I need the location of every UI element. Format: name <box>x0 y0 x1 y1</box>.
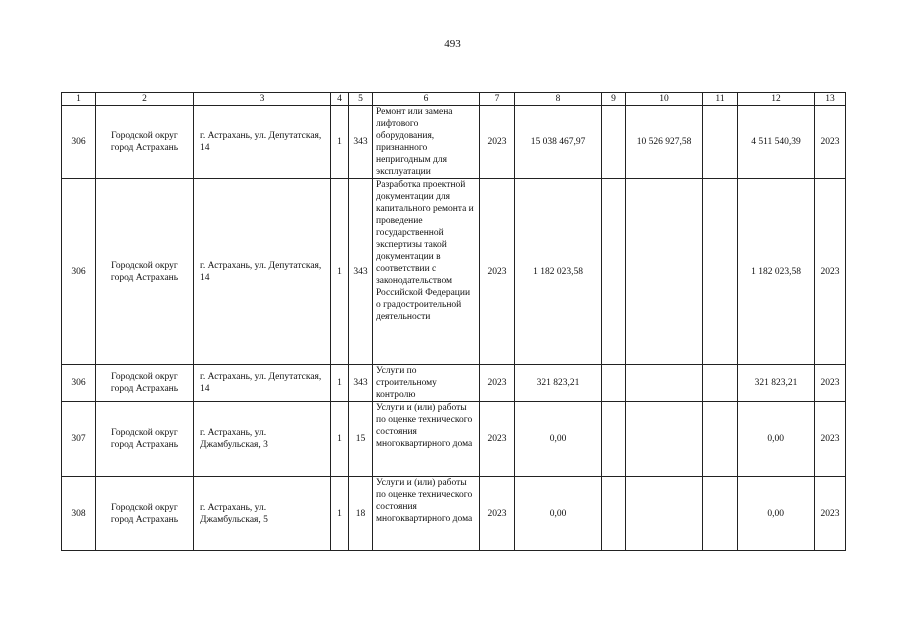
col5-cell: 18 <box>349 477 373 551</box>
col9-cell <box>602 402 626 477</box>
col-header: 2 <box>96 93 194 106</box>
work-type-cell: Ремонт или замена лифтового оборудования, признанного непригодным для эксплуатации <box>373 106 480 179</box>
address-cell: г. Астрахань, ул. Депутатская, 14 <box>194 106 331 179</box>
total-cost-cell: 0,00 <box>515 402 602 477</box>
row-number: 306 <box>62 106 96 179</box>
end-year-cell: 2023 <box>815 477 846 551</box>
table-row <box>62 106 846 179</box>
col11-cell <box>703 365 738 402</box>
col10-cell <box>626 477 703 551</box>
col5-cell: 343 <box>349 179 373 365</box>
work-type-cell: Услуги по строительному контролю <box>373 365 480 402</box>
end-year-cell: 2023 <box>815 402 846 477</box>
col5-cell: 343 <box>349 365 373 402</box>
col11-cell <box>703 179 738 365</box>
year-cell: 2023 <box>480 477 515 551</box>
col10-cell: 10 526 927,58 <box>626 106 703 179</box>
row-number: 308 <box>62 477 96 551</box>
col11-cell <box>703 106 738 179</box>
col-header: 9 <box>602 93 626 106</box>
end-year-cell: 2023 <box>815 365 846 402</box>
end-year-cell: 2023 <box>815 179 846 365</box>
col-header: 7 <box>480 93 515 106</box>
municipality-cell: Городской округ город Астрахань <box>96 106 194 179</box>
col4-cell: 1 <box>331 106 349 179</box>
col10-cell <box>626 402 703 477</box>
municipality-cell: Городской округ город Астрахань <box>96 477 194 551</box>
year-cell: 2023 <box>480 402 515 477</box>
col9-cell <box>602 365 626 402</box>
col10-cell <box>626 365 703 402</box>
col12-cell: 1 182 023,58 <box>738 179 815 365</box>
table-row <box>62 477 846 551</box>
address-cell: г. Астрахань, ул. Депутатская, 14 <box>194 365 331 402</box>
municipality-cell: Городской округ город Астрахань <box>96 179 194 365</box>
col-header: 12 <box>738 93 815 106</box>
col9-cell <box>602 477 626 551</box>
col4-cell: 1 <box>331 477 349 551</box>
total-cost-cell: 0,00 <box>515 477 602 551</box>
col5-cell: 15 <box>349 402 373 477</box>
work-type-cell: Разработка проектной документации для капитального ремонта и проведение государственной экспертизы такой документации в соответствии с законодательством Российской Федерации о градостроительной деятельности <box>373 179 480 365</box>
col-header: 10 <box>626 93 703 106</box>
year-cell: 2023 <box>480 106 515 179</box>
col4-cell: 1 <box>331 365 349 402</box>
col4-cell: 1 <box>331 179 349 365</box>
total-cost-cell: 1 182 023,58 <box>515 179 602 365</box>
col5-cell: 343 <box>349 106 373 179</box>
row-number: 307 <box>62 402 96 477</box>
col12-cell: 321 823,21 <box>738 365 815 402</box>
col-header: 4 <box>331 93 349 106</box>
col-header: 11 <box>703 93 738 106</box>
col11-cell <box>703 477 738 551</box>
address-cell: г. Астрахань, ул. Джамбульская, 5 <box>194 477 331 551</box>
col9-cell <box>602 179 626 365</box>
table-row <box>62 402 846 477</box>
col-header: 1 <box>62 93 96 106</box>
col-header: 3 <box>194 93 331 106</box>
end-year-cell: 2023 <box>815 106 846 179</box>
table-row <box>62 179 846 365</box>
col10-cell <box>626 179 703 365</box>
row-number: 306 <box>62 179 96 365</box>
municipality-cell: Городской округ город Астрахань <box>96 365 194 402</box>
col-header: 13 <box>815 93 846 106</box>
col-header: 8 <box>515 93 602 106</box>
total-cost-cell: 15 038 467,97 <box>515 106 602 179</box>
col-header: 5 <box>349 93 373 106</box>
registry-table <box>61 92 846 551</box>
total-cost-cell: 321 823,21 <box>515 365 602 402</box>
header-row <box>62 93 846 106</box>
col12-cell: 0,00 <box>738 402 815 477</box>
table-row <box>62 365 846 402</box>
col4-cell: 1 <box>331 402 349 477</box>
col11-cell <box>703 402 738 477</box>
page-number: 493 <box>444 38 461 50</box>
col-header: 6 <box>373 93 480 106</box>
work-type-cell: Услуги и (или) работы по оценке технического состояния многоквартирного дома <box>373 477 480 551</box>
col12-cell: 4 511 540,39 <box>738 106 815 179</box>
col12-cell: 0,00 <box>738 477 815 551</box>
year-cell: 2023 <box>480 365 515 402</box>
col9-cell <box>602 106 626 179</box>
municipality-cell: Городской округ город Астрахань <box>96 402 194 477</box>
year-cell: 2023 <box>480 179 515 365</box>
row-number: 306 <box>62 365 96 402</box>
work-type-cell: Услуги и (или) работы по оценке технического состояния многоквартирного дома <box>373 402 480 477</box>
address-cell: г. Астрахань, ул. Джамбульская, 3 <box>194 402 331 477</box>
address-cell: г. Астрахань, ул. Депутатская, 14 <box>194 179 331 365</box>
